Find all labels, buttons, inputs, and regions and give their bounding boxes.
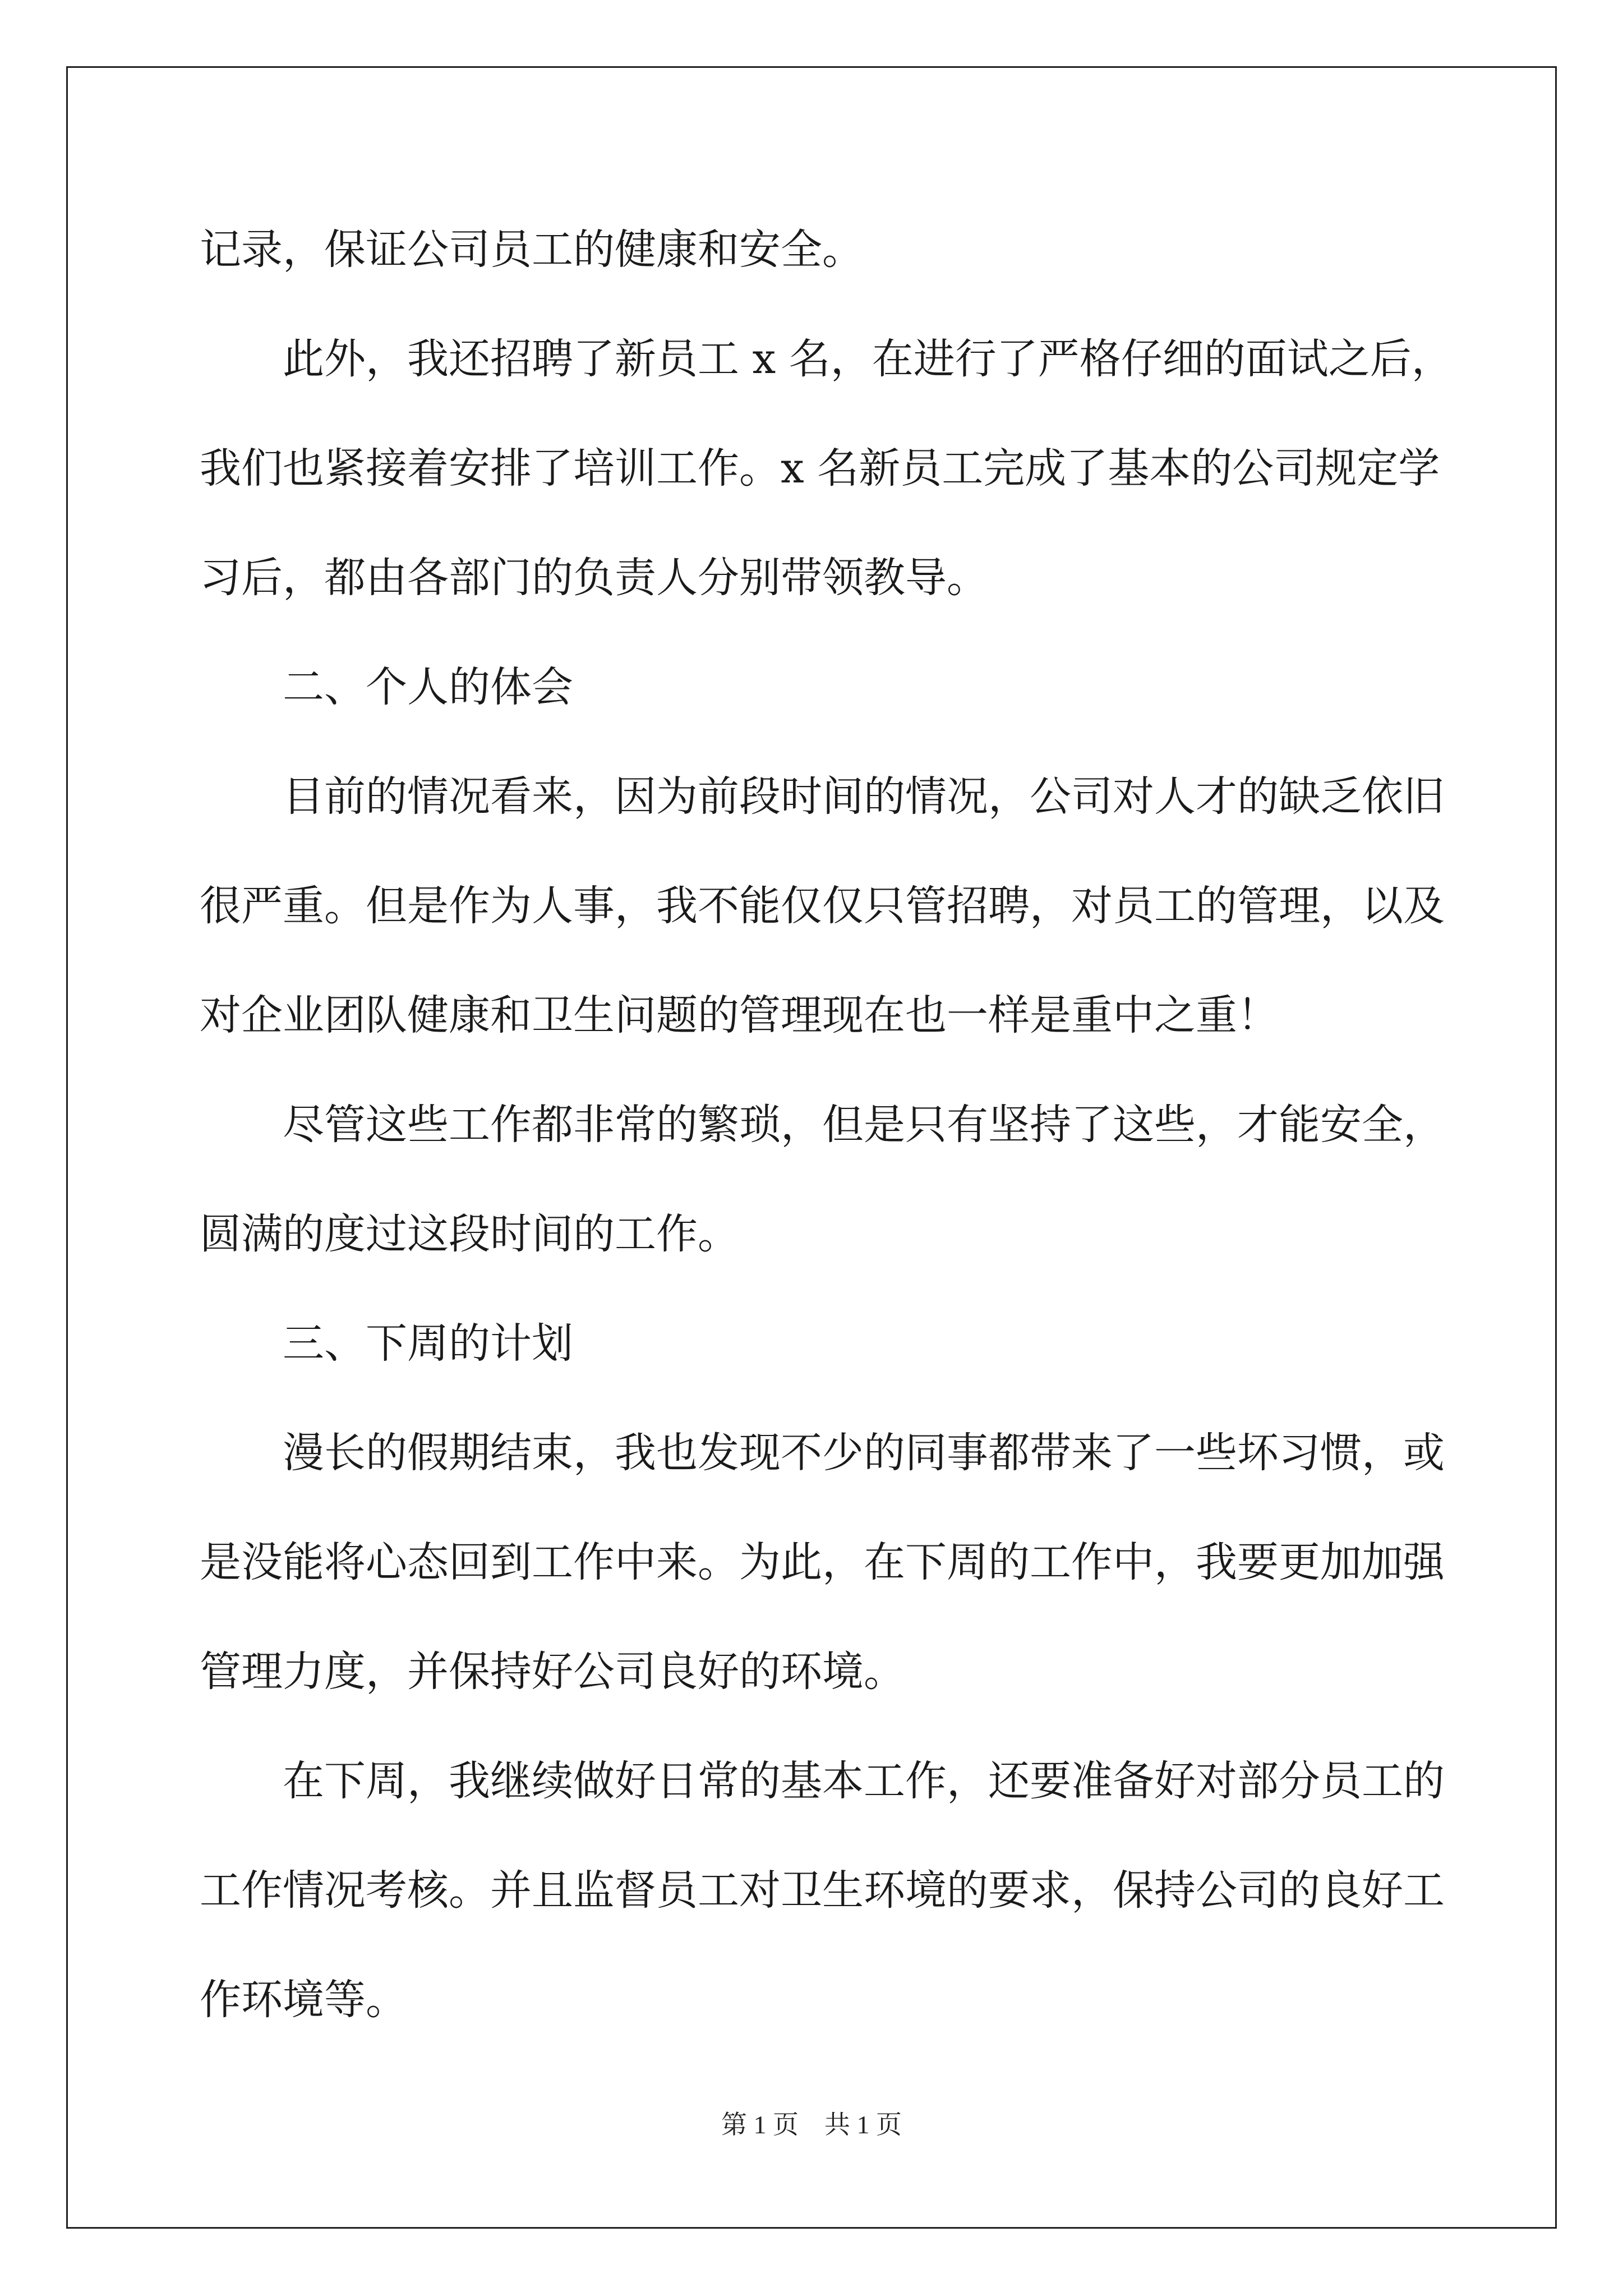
text-line: 目前的情况看来，因为前段时间的情况，公司对人才的缺乏依旧 <box>283 772 1445 821</box>
text-line: 在下周，我继续做好日常的基本工作，还要准备好对部分员工的 <box>283 1757 1445 1805</box>
text-line: 习后，都由各部门的负责人分别带领教导。 <box>200 554 988 602</box>
text-line: 作环境等。 <box>200 1976 407 2024</box>
text-line: 圆满的度过这段时间的工作。 <box>200 1210 739 1258</box>
text-line: 尽管这些工作都非常的繁琐，但是只有坚持了这些，才能安全， <box>283 1101 1445 1149</box>
text-line: 对企业团队健康和卫生问题的管理现在也一样是重中之重！ <box>200 991 1279 1039</box>
section-heading: 二、个人的体会 <box>283 663 573 711</box>
text-line: 工作情况考核。并且监督员工对卫生环境的要求，保持公司的良好工 <box>200 1866 1445 1915</box>
page-footer: 第 1 页 共 1 页 <box>721 2110 902 2139</box>
text-line: 我们也紧接着安排了培训工作。x 名新员工完成了基本的公司规定学 <box>200 444 1440 493</box>
text-line: 是没能将心态回到工作中来。为此，在下周的工作中，我要更加加强 <box>200 1538 1445 1586</box>
text-line: 漫长的假期结束，我也发现不少的同事都带来了一些坏习惯，或 <box>283 1429 1445 1477</box>
text-line: 此外，我还招聘了新员工 x 名，在进行了严格仔细的面试之后， <box>283 335 1453 383</box>
text-line: 管理力度，并保持好公司良好的环境。 <box>200 1648 905 1696</box>
text-line: 记录，保证公司员工的健康和安全。 <box>200 226 864 274</box>
section-heading: 三、下周的计划 <box>283 1319 573 1368</box>
text-line: 很严重。但是作为人事，我不能仅仅只管招聘，对员工的管理，以及 <box>200 882 1445 930</box>
